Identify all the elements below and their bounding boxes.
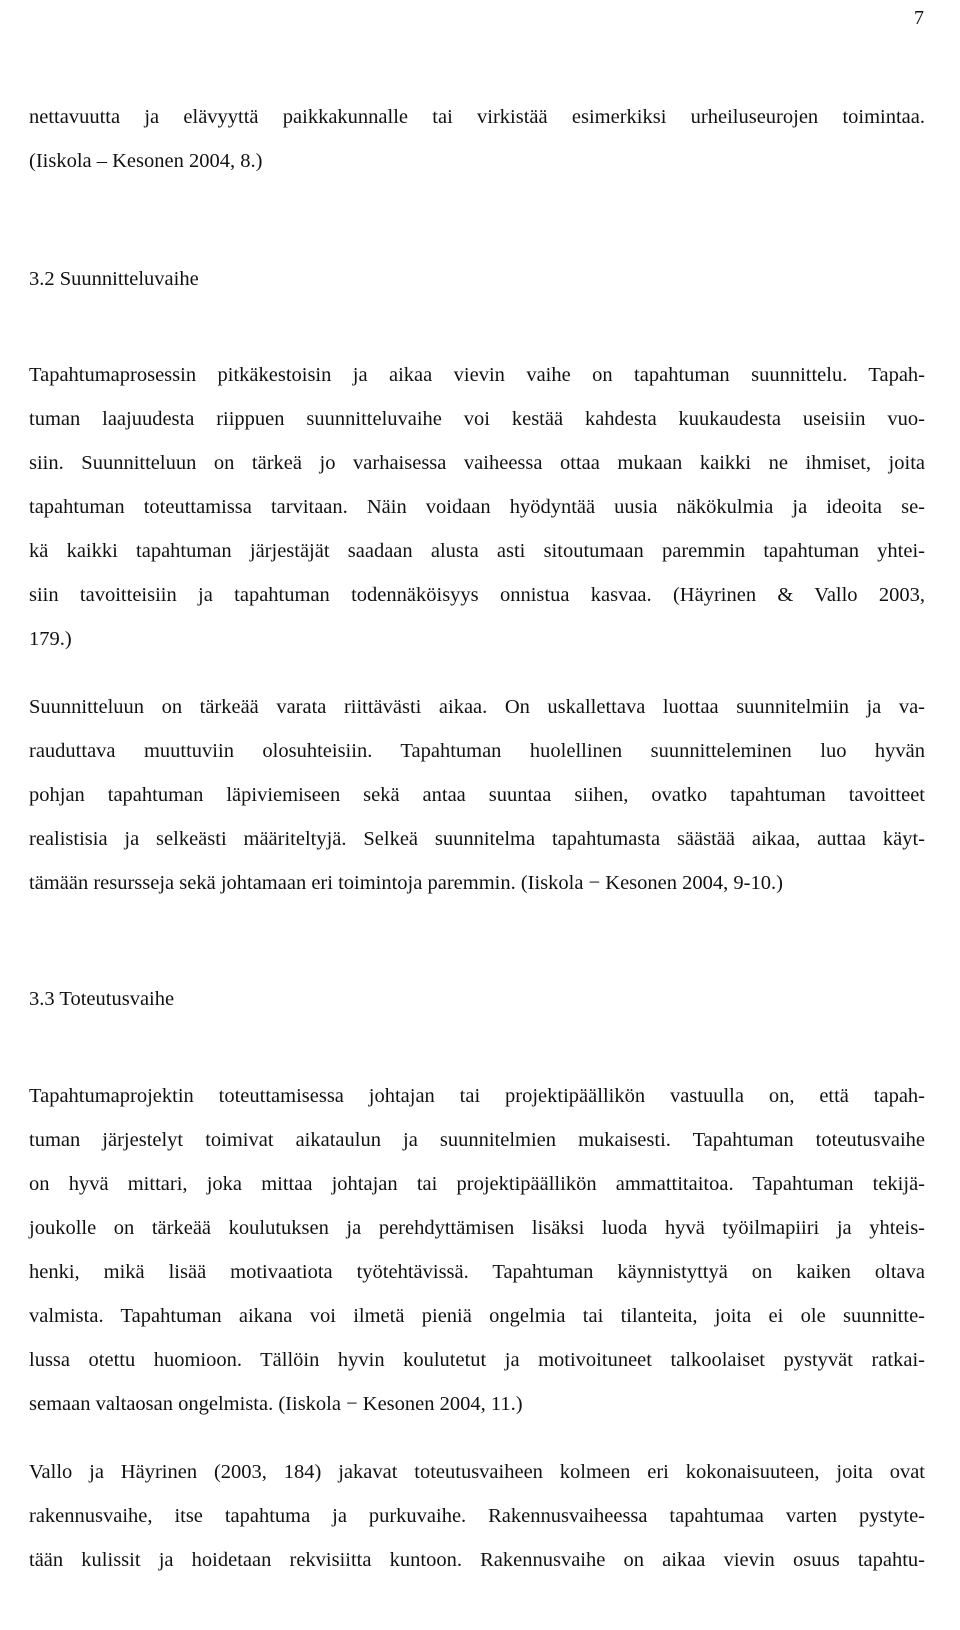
text-line: kä kaikki tapahtuman järjestäjät saadaan alusta asti sitoutumaan paremmin tapahtuman yhtei- xyxy=(29,540,925,562)
text-line: Tapahtumaprosessin pitkäkestoisin ja aikaa vievin vaihe on tapahtuman suunnittelu. Tapah- xyxy=(29,364,925,386)
text-line: 179.) xyxy=(29,628,72,650)
text-line: joukolle on tärkeää koulutuksen ja perehdyttämisen lisäksi luoda hyvä työilmapiiri ja yhteis- xyxy=(29,1217,925,1239)
text-line: pohjan tapahtuman läpiviemiseen sekä antaa suuntaa siihen, ovatko tapahtuman tavoitteet xyxy=(29,784,925,806)
text-line: Vallo ja Häyrinen (2003, 184) jakavat toteutusvaiheen kolmeen eri kokonaisuuteen, joita ovat xyxy=(29,1461,925,1483)
page-number: 7 xyxy=(914,7,924,29)
text-line: tuman järjestelyt toimivat aikataulun ja suunnitelmien mukaisesti. Tapahtuman toteutusvaihe xyxy=(29,1129,925,1151)
text-line: tapahtuman toteuttamissa tarvitaan. Näin voidaan hyödyntää uusia näkökulmia ja ideoita se- xyxy=(29,496,925,518)
text-line: rakennusvaihe, itse tapahtuma ja purkuvaihe. Rakennusvaiheessa tapahtumaa varten pystyte- xyxy=(29,1505,925,1527)
section-heading-3-3: 3.3 Toteutusvaihe xyxy=(29,988,175,1010)
text-line: (Iiskola – Kesonen 2004, 8.) xyxy=(29,150,263,172)
text-line: siin. Suunnitteluun on tärkeä jo varhaisessa vaiheessa ottaa mukaan kaikki ne ihmiset, joita xyxy=(29,452,925,474)
text-line: Suunnitteluun on tärkeää varata riittävästi aikaa. On uskallettava luottaa suunnitelmiin ja va- xyxy=(29,696,925,718)
text-line: siin tavoitteisiin ja tapahtuman todennäköisyys onnistua kasvaa. (Häyrinen & Vallo 2003, xyxy=(29,584,925,606)
section-heading-3-2: 3.2 Suunnitteluvaihe xyxy=(29,268,199,290)
text-line: valmista. Tapahtuman aikana voi ilmetä pieniä ongelmia tai tilanteita, joita ei ole suunnitte- xyxy=(29,1305,925,1327)
text-line: on hyvä mittari, joka mittaa johtajan tai projektipäällikön ammattitaitoa. Tapahtuman tekijä- xyxy=(29,1173,925,1195)
text-line: nettavuutta ja elävyyttä paikkakunnalle tai virkistää esimerkiksi urheiluseurojen toimintaa. xyxy=(29,106,925,128)
text-line: rauduttava muuttuviin olosuhteisiin. Tapahtuman huolellinen suunnitteleminen luo hyvän xyxy=(29,740,925,762)
text-line: tämään resursseja sekä johtamaan eri toimintoja paremmin. (Iiskola − Kesonen 2004, 9-10.) xyxy=(29,872,783,894)
text-line: henki, mikä lisää motivaatiota työtehtävissä. Tapahtuman käynnistyttyä on kaiken oltava xyxy=(29,1261,925,1283)
text-line: tään kulissit ja hoidetaan rekvisiitta kuntoon. Rakennusvaihe on aikaa vievin osuus tapahtu- xyxy=(29,1549,925,1571)
text-line: realistisia ja selkeästi määriteltyjä. Selkeä suunnitelma tapahtumasta säästää aikaa, auttaa käyt- xyxy=(29,828,925,850)
text-line: tuman laajuudesta riippuen suunnitteluvaihe voi kestää kahdesta kuukaudesta useisiin vuo- xyxy=(29,408,925,430)
text-line: semaan valtaosan ongelmista. (Iiskola − Kesonen 2004, 11.) xyxy=(29,1393,523,1415)
text-line: lussa otettu huomioon. Tällöin hyvin koulutetut ja motivoituneet talkoolaiset pystyvät ratkai- xyxy=(29,1349,925,1371)
text-line: Tapahtumaprojektin toteuttamisessa johtajan tai projektipäällikön vastuulla on, että tapah- xyxy=(29,1085,925,1107)
